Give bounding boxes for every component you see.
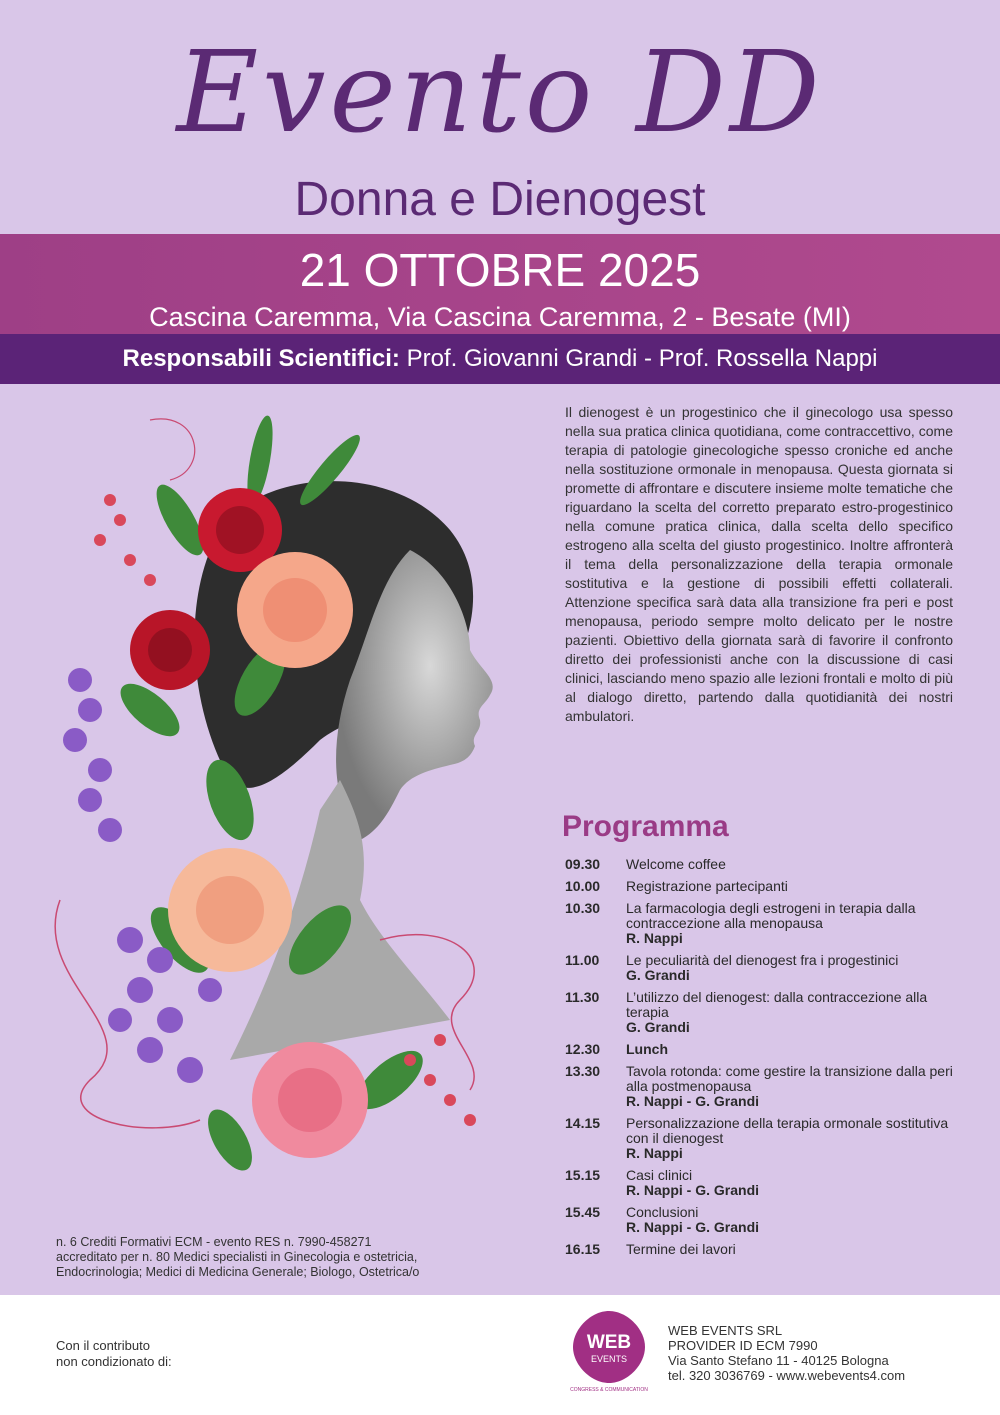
program-activity: Le peculiarità del dienogest fra i progestinici xyxy=(626,952,899,968)
program-list xyxy=(565,857,965,1264)
program-time: 14.15 xyxy=(565,1115,601,1131)
program-time: 11.30 xyxy=(565,989,600,1005)
program-activity: Registrazione partecipanti xyxy=(626,878,788,894)
company-name: WEB EVENTS SRL xyxy=(668,1323,783,1338)
program-activity: Tavola rotonda: come gestire la transizione dalla peri alla postmenopausa xyxy=(626,1063,953,1094)
program-activity: Lunch xyxy=(626,1041,668,1057)
program-item xyxy=(565,1242,965,1257)
program-time: 10.30 xyxy=(565,900,601,916)
program-time: 15.15 xyxy=(565,1167,601,1183)
woman-with-flowers-illustration xyxy=(30,380,530,1200)
ecm-line: Endocrinologia; Medici di Medicina Generale; Biologo, Ostetrica/o xyxy=(56,1265,420,1279)
program-speaker: R. Nappi - G. Grandi xyxy=(626,1093,760,1109)
event-subtitle: Donna e Dienogest xyxy=(294,173,706,226)
logo-events-text: EVENTS xyxy=(590,1354,628,1364)
program-item xyxy=(565,857,965,872)
program-item xyxy=(565,1116,965,1161)
sponsor-note-line: non condizionato di: xyxy=(56,1354,172,1369)
company-address: Via Santo Stefano 11 - 40125 Bologna xyxy=(668,1353,889,1368)
program-time: 10.00 xyxy=(565,878,601,894)
program-time: 11.00 xyxy=(565,952,600,968)
program-item xyxy=(565,1042,965,1057)
program-speaker: G. Grandi xyxy=(626,967,690,983)
program-time: 15.45 xyxy=(565,1204,601,1220)
program-item xyxy=(565,879,965,894)
program-activity: Casi clinici xyxy=(626,1167,693,1183)
program-activity: Conclusioni xyxy=(626,1204,699,1220)
event-venue: Cascina Caremma, Via Cascina Caremma, 2 - Besate (MI) xyxy=(149,302,851,332)
program-speaker: R. Nappi - G. Grandi xyxy=(626,1182,760,1198)
program-activity: L’utilizzo del dienogest: dalla contraccezione alla terapia xyxy=(626,989,928,1020)
footer xyxy=(0,1295,1000,1415)
event-description: Il dienogest è un progestinico che il ginecologo usa spesso nella sua pratica clinica quotidiana, come contraccettivo, come terapia di patologie ginecologiche spesso croniche ed anche nella sostituzione ormonale in menopausa. Questa giornata si promette di affrontare e discutere insieme molte tematiche che riguardano la scelta del corretto preparato estro-progestinico nella comune pratica clinica, dalla scelta dello specifico estrogeno alla scelta del giusto progestinico. Inoltre affronterà il tema della personalizzazione della terapia ormonale sostitutiva e la gestione di possibili effetti collaterali. Attenzione specifica sarà data alla transizione fra peri e post menopausa, periodo sempre molto delicato per le nostre pazienti. Obiettivo della giornata sarà di favorire il confronto diretto dei professionisti anche con la discussione di casi clinici, lasciando meno spazio alle lezioni frontali e molto di più al dialogo diretto, partendo dalla quotidianità dei nostri ambulatori. xyxy=(565,404,953,724)
ecm-credits-note xyxy=(56,1235,536,1280)
program-time: 13.30 xyxy=(565,1063,601,1079)
logo-tagline: CONGRESS & COMMUNICATION xyxy=(570,1387,648,1392)
web-events-logo xyxy=(569,1307,649,1392)
program-time: 16.15 xyxy=(565,1241,601,1257)
logo-web-text: WEB xyxy=(586,1332,632,1353)
program-activity: La farmacologia degli estrogeni in terapia dalla contraccezione alla menopausa xyxy=(626,900,916,931)
scientific-leads-names: Prof. Giovanni Grandi - Prof. Rossella Nappi xyxy=(406,345,878,372)
sponsor-note-line: Con il contributo xyxy=(56,1338,150,1353)
program-item xyxy=(565,901,965,946)
program-activity: Welcome coffee xyxy=(626,856,726,872)
program-item xyxy=(565,953,965,983)
program-time: 09.30 xyxy=(565,856,601,872)
program-title: Programma xyxy=(562,810,729,843)
company-contact: tel. 320 3036769 - www.webevents4.com xyxy=(668,1368,906,1383)
scientific-leads-band xyxy=(0,334,1000,384)
program-time: 12.30 xyxy=(565,1041,601,1057)
program-speaker: R. Nappi xyxy=(626,1145,683,1161)
sponsor-note xyxy=(56,1338,172,1370)
program-speaker: R. Nappi - G. Grandi xyxy=(626,1219,760,1235)
program-item xyxy=(565,1168,965,1198)
program-item xyxy=(565,1205,965,1235)
program-item xyxy=(565,1064,965,1109)
event-title: Evento DD xyxy=(176,28,824,158)
program-item xyxy=(565,990,965,1035)
program-speaker: R. Nappi xyxy=(626,930,683,946)
program-speaker: G. Grandi xyxy=(626,1019,690,1035)
ecm-line: accreditato per n. 80 Medici specialisti in Ginecologia e ostetricia, xyxy=(56,1250,418,1264)
ecm-line: n. 6 Crediti Formativi ECM - evento RES n. 7990-458271 xyxy=(56,1235,372,1249)
event-date: 21 OTTOBRE 2025 xyxy=(299,244,701,296)
scientific-leads-label: Responsabili Scientifici: xyxy=(122,345,400,372)
program-activity: Termine dei lavori xyxy=(626,1241,736,1257)
company-provider: PROVIDER ID ECM 7990 xyxy=(668,1338,818,1353)
date-band xyxy=(0,234,1000,334)
program-activity: Personalizzazione della terapia ormonale sostitutiva con il dienogest xyxy=(626,1115,949,1146)
company-info xyxy=(668,1323,905,1383)
